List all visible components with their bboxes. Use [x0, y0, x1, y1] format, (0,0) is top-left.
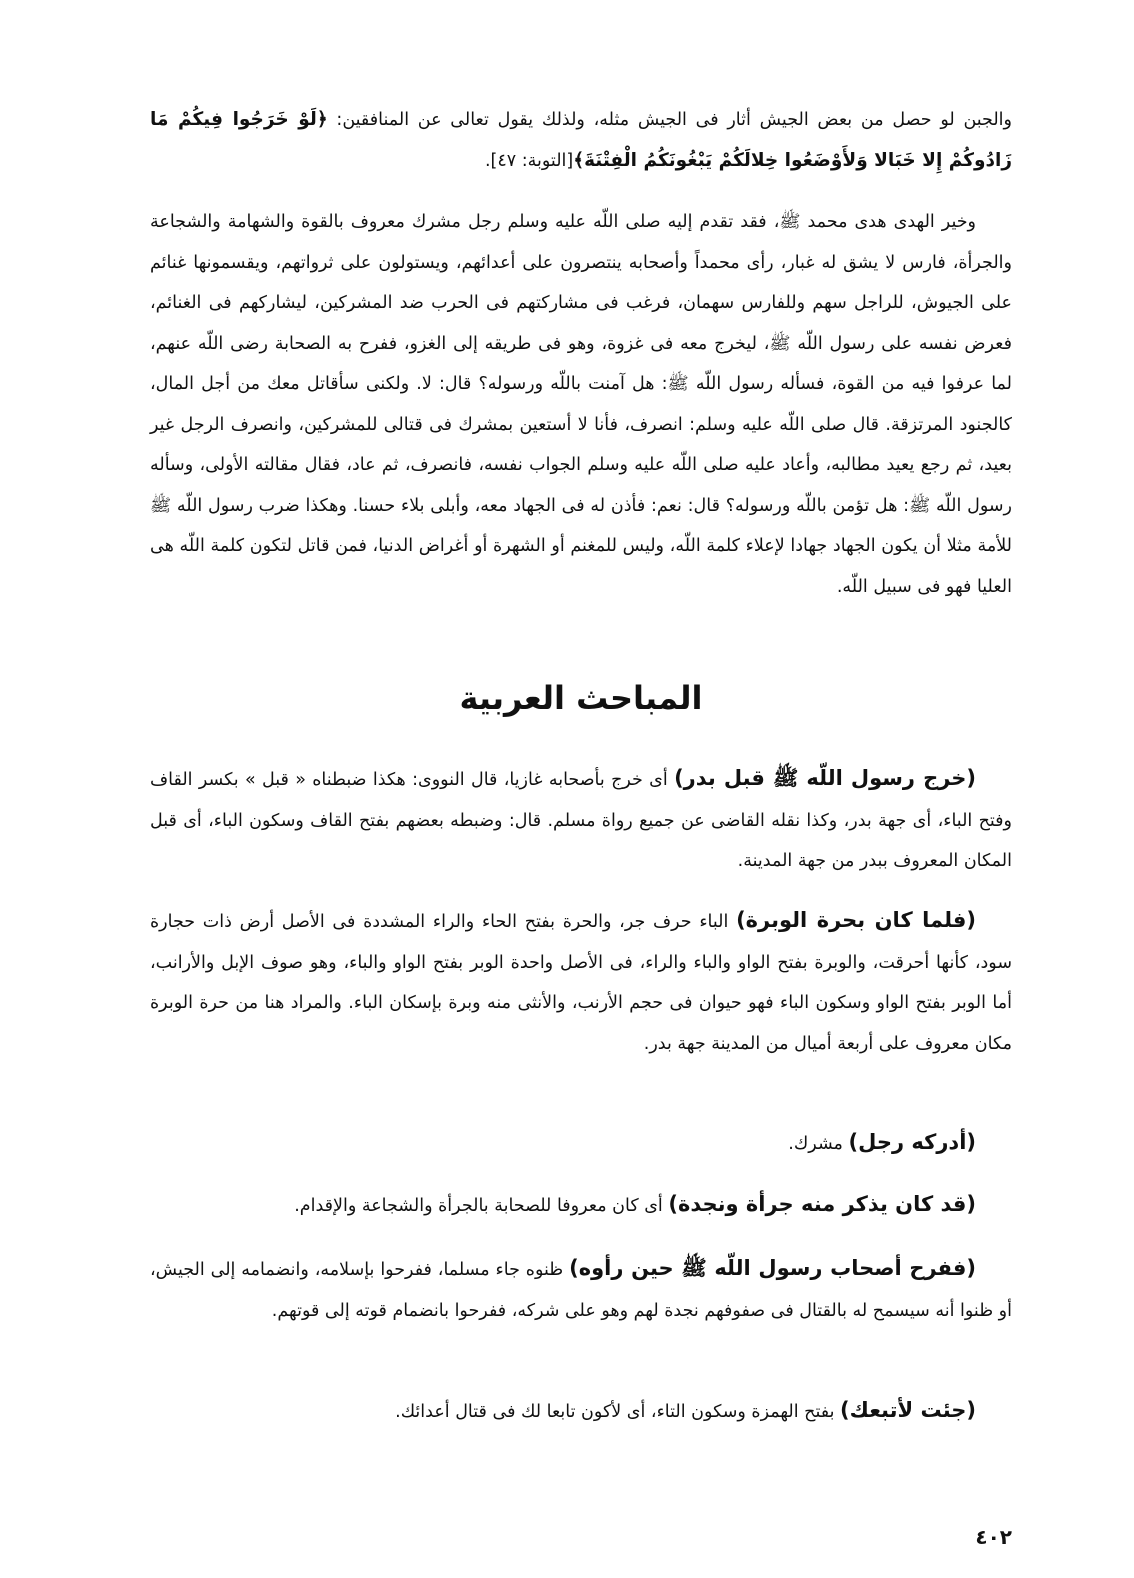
entry-term: (أدركه رجل): [848, 1130, 976, 1154]
entry-explanation: مشرك.: [788, 1134, 849, 1154]
entry-paragraph: [150, 1390, 1012, 1433]
story-paragraph: وخير الهدى هدى محمد ﷺ، فقد تقدم إليه صلى اللّه عليه وسلم رجل مشرك معروف بالقوة والشهامة والشجاعة والجرأة، فارس لا يشق له غبار، رأى محمداً وأصحابه ينتصرون على أعدائهم، ويستولون على ثرواتهم، ويقسمونها غنائم على الجيوش، للراجل سهم وللفارس سهمان، فرغب فى مشاركتهم فى الحرب ضد المشركين، ليشاركهم فى الغنائم، فعرض نفسه على رسول اللّه ﷺ، ليخرج معه فى غزوة، وهو فى طريقه إلى الغزو، ففرح به الصحابة رضى اللّه عنهم، لما عرفوا فيه من القوة، فسأله رسول اللّه ﷺ: هل آمنت باللّه ورسوله؟ قال: لا. ولكنى سأقاتل معك من أجل المال، كالجنود المرتزقة. قال صلى اللّه عليه وسلم: انصرف، فأنا لا أستعين بمشرك فى قتالى للمشركين، وانصرف الرجل غير بعيد، ثم رجع يعيد مطالبه، وأعاد عليه صلى اللّه عليه وسلم الجواب نفسه، فانصرف، ثم عاد، فقال مقالته الأولى، وسأله رسول اللّه ﷺ: هل تؤمن باللّه ورسوله؟ قال: نعم: فأذن له فى الجهاد معه، وأبلى بلاء حسنا. وهكذا ضرب رسول اللّه ﷺ للأمة مثلا أن يكون الجهاد جهادا لإعلاء كلمة اللّه، وليس للمغنم أو الشهرة أو أغراض الدنيا، فمن قاتل لتكون كلمة اللّه هى العليا فهو فى سبيل اللّه.: [150, 212, 1012, 597]
entry-term: (ففرح أصحاب رسول اللّه ﷺ حين رأوه): [569, 1256, 977, 1280]
verse-citation: [التوبة: ٤٧].: [484, 150, 574, 171]
section-heading: المباحث العربية: [459, 679, 703, 717]
entry-paragraph: [150, 900, 1012, 1064]
entry-term: (فلما كان بحرة الوبرة): [736, 908, 976, 932]
entry-paragraph: [150, 1184, 1012, 1227]
intro-text: والجبن لو حصل من بعض الجيش أثار فى الجيش مثله، ولذلك يقول تعالى عن المنافقين:: [327, 110, 1012, 130]
entry-explanation: بفتح الهمزة وسكون التاء، أى لأكون تابعا لك فى قتال أعدائك.: [395, 1402, 841, 1422]
entry-explanation: الباء حرف جر، والحرة بفتح الحاء والراء المشددة فى الأصل أرض ذات حجارة سود، كأنها أحرقت، والوبرة بفتح الواو والباء والراء، فى الأصل واحدة الوبر بفتح الواو والباء، وهو صوف الإبل والأرانب، أما الوبر بفتح الواو وسكون الباء فهو حيوان فى حجم الأرنب، والأنثى منه وبرة بإسكان الباء. والمراد هنا من حرة الوبرة مكان معروف على أربعة أميال من المدينة جهة بدر.: [150, 912, 1012, 1054]
intro-paragraph: [150, 100, 1012, 181]
entry-term: (خرج رسول اللّه ﷺ قبل بدر): [674, 766, 976, 790]
page-number: ٤٠٢: [975, 1525, 1012, 1549]
entry-paragraph: [150, 758, 1012, 882]
book-page: [150, 100, 1012, 1549]
entry-explanation: أى خرج بأصحابه غازيا، قال النووى: هكذا ضبطناه « قبل » بكسر القاف وفتح الباء، أى جهة بدر، وكذا نقله القاضى عن جميع رواة مسلم. قال: وضبطه بعضهم بفتح القاف وسكون الباء، أى قبل المكان المعروف ببدر من جهة المدينة.: [150, 770, 1012, 871]
entry-explanation: أى كان معروفا للصحابة بالجرأة والشجاعة والإقدام.: [294, 1196, 669, 1216]
entry-paragraph: [150, 1248, 1012, 1331]
entry-term: (جئت لأتبعك): [840, 1398, 976, 1422]
entry-term: (قد كان يذكر منه جرأة ونجدة): [668, 1192, 976, 1216]
quran-verse: ﴿لَوْ خَرَجُوا فِيكُمْ مَا زَادُوكُمْ إِلا خَبَالا وَلأَوْضَعُوا خِلالَكُمْ يَبْغُونَكُمُ الْفِتْنَةَ﴾: [150, 109, 1012, 171]
entry-explanation: ظنوه جاء مسلما، ففرحوا بإسلامه، وانضمامه إلى الجيش، أو ظنوا أنه سيسمح له بالقتال فى صفوفهم نجدة لهم وهو على شركه، ففرحوا بانضمام قوته إلى قوتهم.: [150, 1260, 1012, 1321]
entry-paragraph: [150, 1122, 1012, 1165]
